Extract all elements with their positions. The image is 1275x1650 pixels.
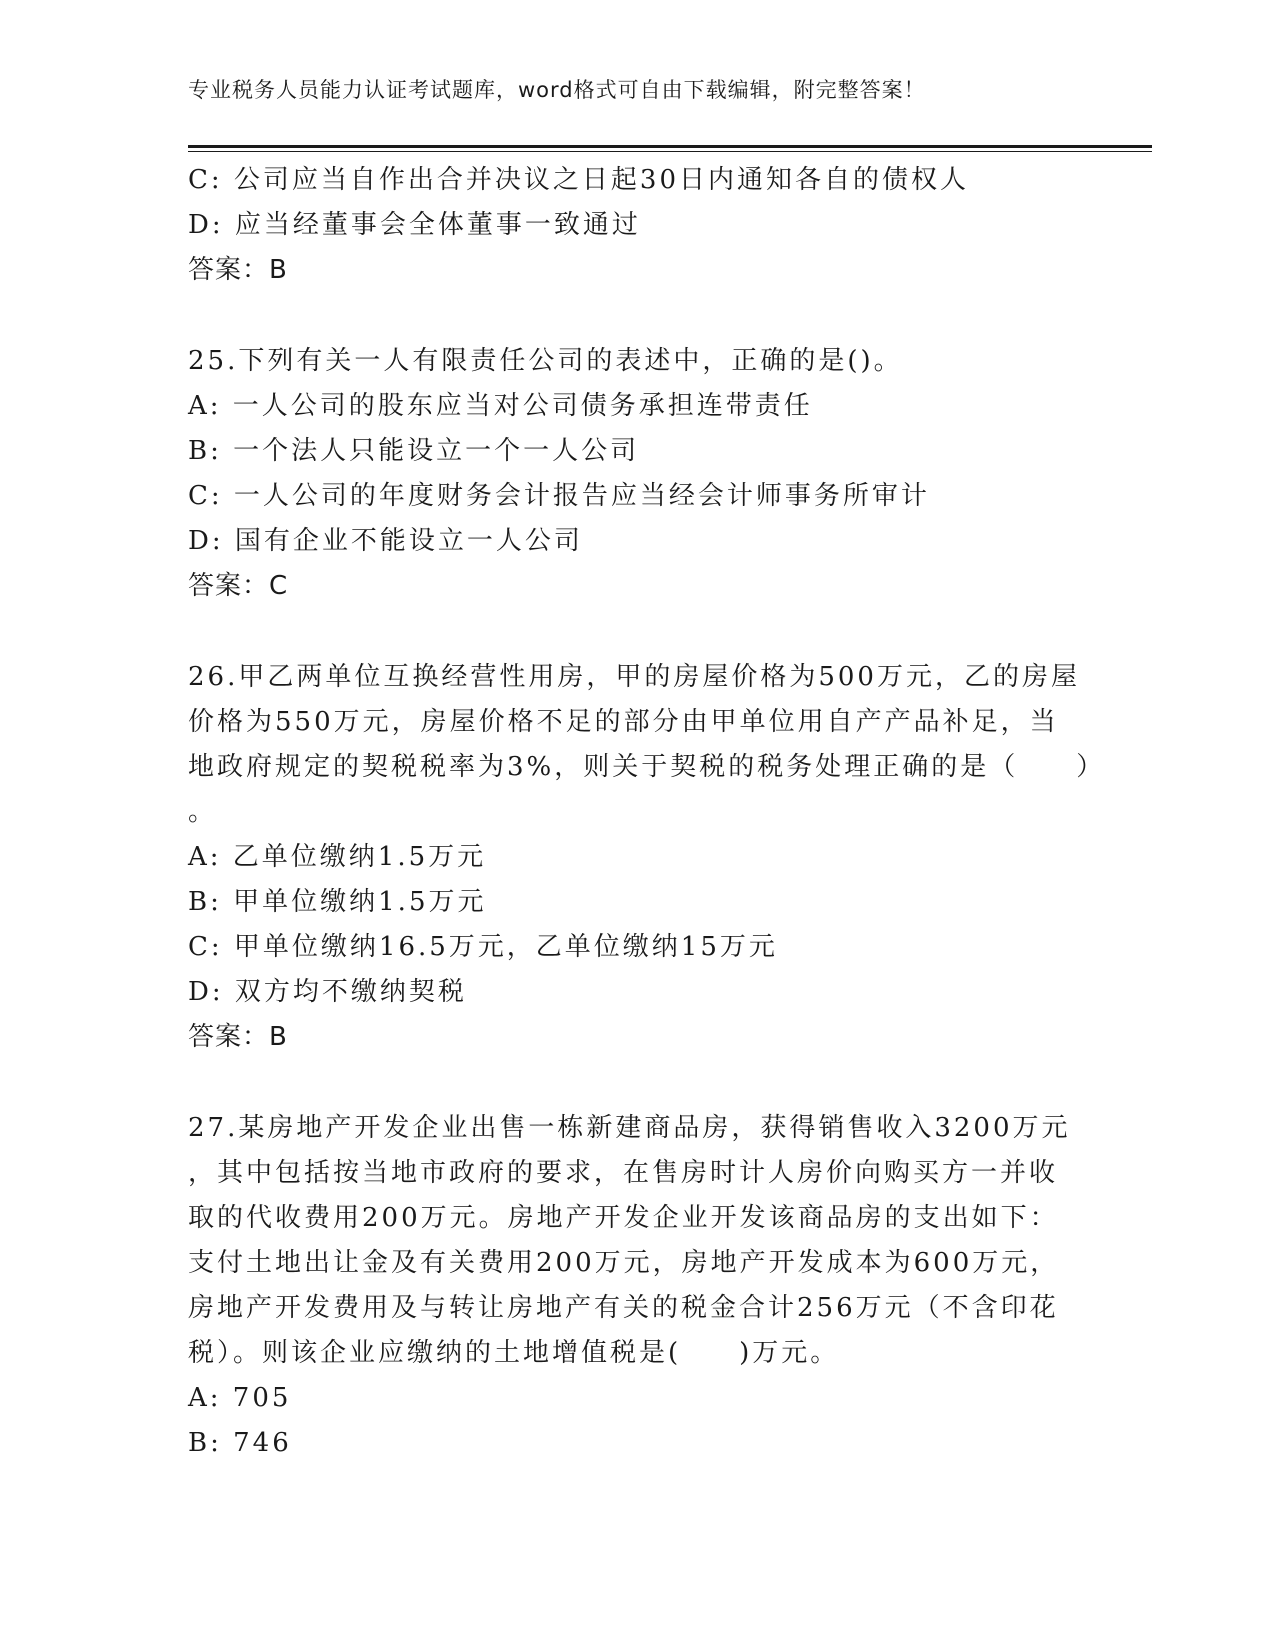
question-25	[188, 339, 1088, 609]
q26-option-c: C: 甲单位缴纳16.5万元，乙单位缴纳15万元	[188, 932, 778, 962]
q26-option-b: B: 甲单位缴纳1.5万元	[188, 887, 487, 917]
document-body	[188, 158, 1106, 1466]
q27-stem-line-5: 房地产开发费用及与转让房地产有关的税金合计256万元（不含印花	[188, 1293, 1059, 1323]
question-26	[188, 655, 1106, 1060]
q25-option-b: B: 一个法人只能设立一个一人公司	[188, 436, 640, 466]
q27-stem-line-6: 税）。则该企业应缴纳的土地增值税是( )万元。	[188, 1338, 840, 1368]
q26-option-d: D: 双方均不缴纳契税	[188, 977, 467, 1007]
q24-option-d: D: 应当经董事会全体董事一致通过	[188, 210, 641, 240]
q26-answer: 答案：B	[188, 1022, 288, 1052]
q24-option-c: C: 公司应当自作出合并决议之日起30日内通知各自的债权人	[188, 165, 970, 195]
q26-option-a: A: 乙单位缴纳1.5万元	[188, 842, 487, 872]
page-header: 专业税务人员能力认证考试题库，word格式可自由下载编辑，附完整答案！	[188, 78, 926, 102]
q27-option-a: A: 705	[188, 1383, 292, 1413]
q27-stem-line-1: 27.某房地产开发企业出售一栋新建商品房，获得销售收入3200万元	[188, 1113, 1071, 1143]
question-27	[188, 1106, 1088, 1466]
q27-stem-line-2: ，其中包括按当地市政府的要求，在售房时计人房价向购买方一并收	[188, 1158, 1059, 1188]
q26-stem-line-1: 26.甲乙两单位互换经营性用房，甲的房屋价格为500万元，乙的房屋	[188, 662, 1080, 692]
header-rule-thick	[188, 145, 1152, 148]
q27-option-b: B: 746	[188, 1428, 292, 1458]
q25-answer: 答案：C	[188, 571, 289, 601]
q25-option-c: C: 一人公司的年度财务会计报告应当经会计师事务所审计	[188, 481, 930, 511]
q27-stem-line-4: 支付土地出让金及有关费用200万元，房地产开发成本为600万元，	[188, 1248, 1060, 1278]
q26-stem-line-3: 地政府规定的契税税率为3%，则关于契税的税务处理正确的是（ ）	[188, 752, 1106, 782]
header-rule-thin	[188, 151, 1152, 152]
question-24-tail	[188, 158, 1088, 293]
q27-stem-line-3: 取的代收费用200万元。房地产开发企业开发该商品房的支出如下：	[188, 1203, 1059, 1233]
q26-stem-line-2: 价格为550万元，房屋价格不足的部分由甲单位用自产产品补足，当	[188, 707, 1059, 737]
q25-stem: 25.下列有关一人有限责任公司的表述中，正确的是()。	[188, 346, 903, 376]
q26-stem-line-4: 。	[188, 797, 218, 827]
q25-option-a: A: 一人公司的股东应当对公司债务承担连带责任	[188, 391, 813, 421]
q25-option-d: D: 国有企业不能设立一人公司	[188, 526, 583, 556]
q24-answer: 答案：B	[188, 255, 288, 285]
